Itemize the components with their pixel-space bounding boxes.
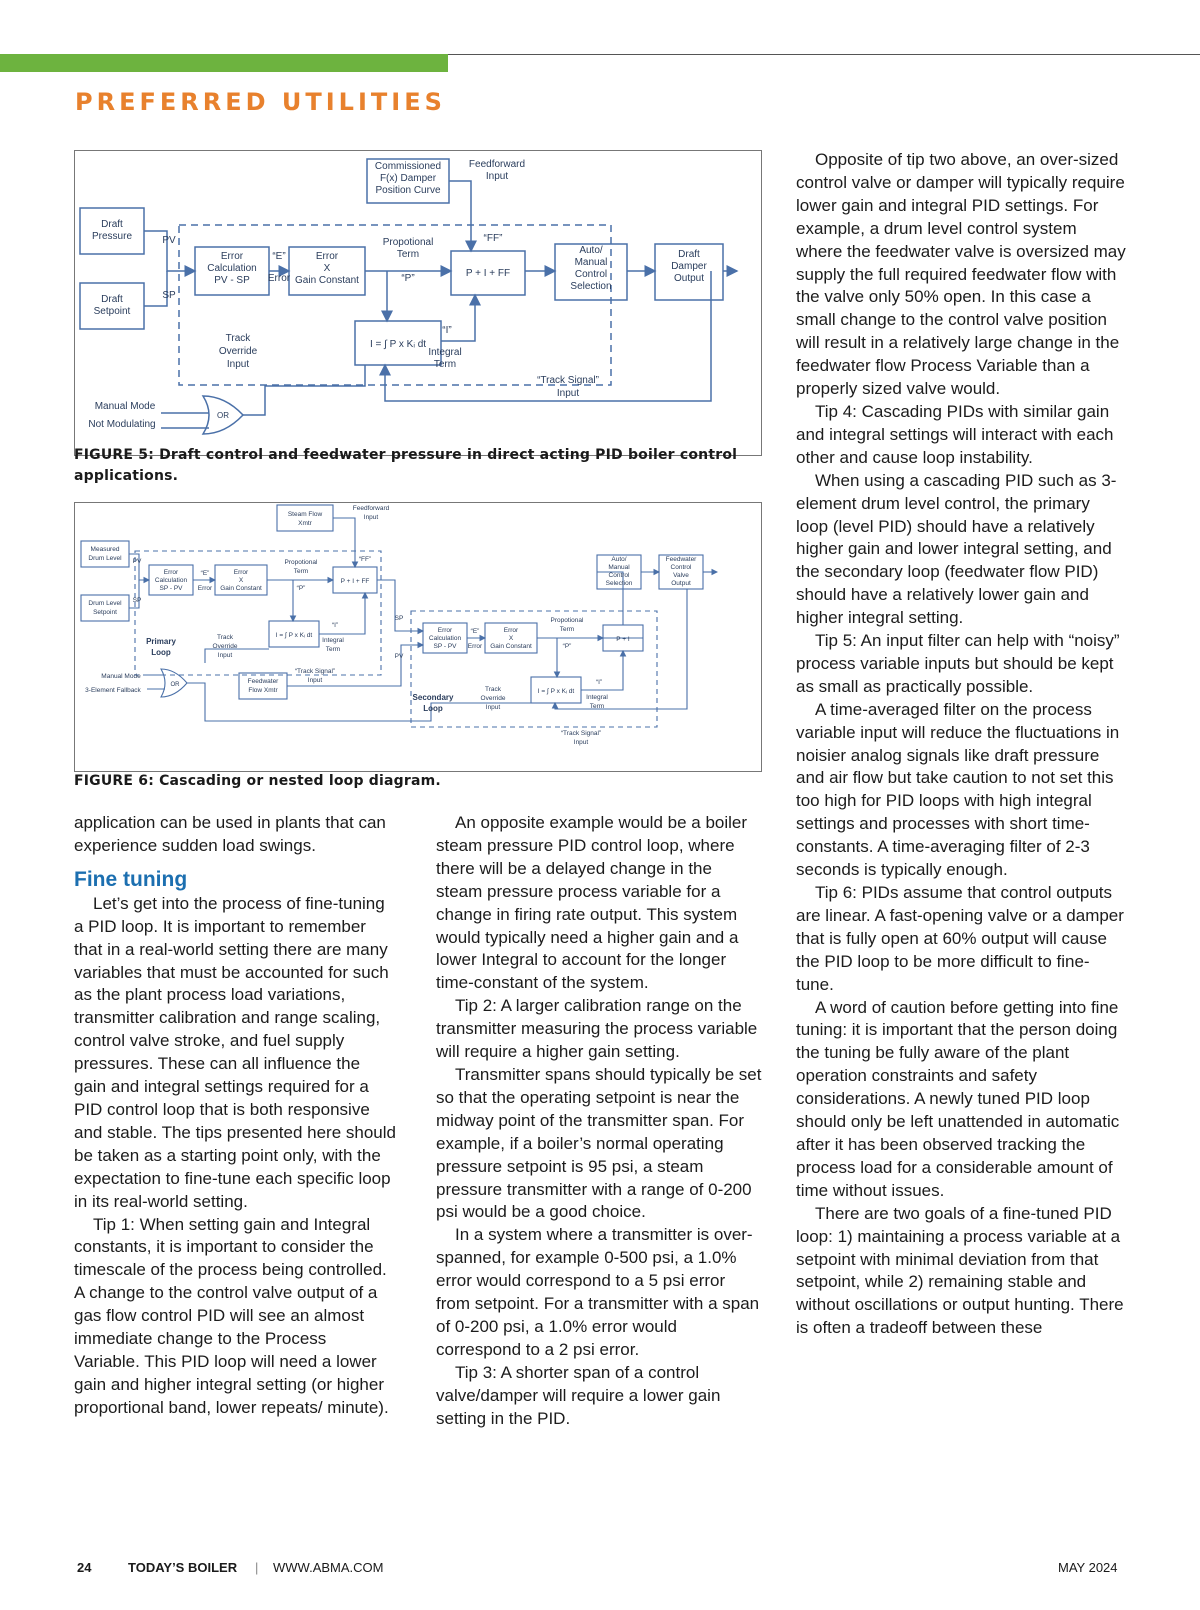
column-2 xyxy=(436,812,762,1430)
fig6-fwv-3: Valve xyxy=(673,572,689,579)
fig6-measured-drum-box xyxy=(81,541,129,567)
fig6-drum-sp-1: Drum Level xyxy=(88,600,122,607)
fig5-prop-term-2: Term xyxy=(396,249,420,260)
fig5-p-label: “P” xyxy=(401,273,415,284)
fig6-feedforward-1: Feedforward xyxy=(352,505,390,512)
fig6-fwv-1: Feedwater xyxy=(665,556,697,563)
fig6-to1-3: Input xyxy=(217,652,233,659)
fig6-to1-1: Track xyxy=(216,634,234,641)
fig6-prop1-2: Term xyxy=(293,568,309,575)
fig6-measured-2: Drum Level xyxy=(88,555,122,562)
fig6-auto-1: Auto/ xyxy=(611,556,627,563)
figure-5-caption: FIGURE 5: Draft control and feedwater pressure in direct acting PID boiler control applications. xyxy=(74,447,738,484)
fig5-feedforward-1: Feedforward xyxy=(468,159,526,170)
fig6-prop2-2: Term xyxy=(559,626,575,633)
fig6-sp2-label: SP xyxy=(394,615,404,622)
fig6-manual-mode: Manual Mode xyxy=(101,673,141,680)
fig6-it1-1: Integral xyxy=(322,637,344,644)
fig6-fwflow-2: Flow Xmtr xyxy=(248,687,278,694)
fig5-i-label: “I” xyxy=(442,325,452,336)
col2-paragraph-4: In a system where a transmitter is over-spanned, for example 0-500 psi, a 1.0% error would correspond to a 5 psi error from setpoint. For a transmitter with a span of 0-200 psi, a 1.0% error would correspond to a 2 psi error. xyxy=(436,1225,760,1359)
col3-paragraph-5: A time-averaged filter on the process variable input will reduce the fluctuations in noisier analog signals like draft pressure and air flow but take caution to not set this too high for PID loops with high integral settings and processes with short time-constants. A time-averaging filter of 2-3 seconds is typically enough. xyxy=(796,699,1120,880)
fig5-commissioned-2: F(x) Damper xyxy=(379,173,437,184)
col3-paragraph-2: Tip 4: Cascading PIDs with similar gain and integral settings will interact with each other and cause loop instability. xyxy=(796,401,1114,467)
fig6-auto-3: Control xyxy=(608,572,630,579)
fig6-ts1-1: “Track Signal” xyxy=(294,668,336,675)
fig5-damper-3: Output xyxy=(673,273,705,284)
fig5-gain-1: Error xyxy=(315,251,339,262)
fig5-draft-pressure-1: Draft xyxy=(101,219,123,230)
fig6-steam-flow-1: Steam Flow xyxy=(287,511,323,518)
fig6-prop1-1: Propotional xyxy=(284,559,318,566)
col1-continuation: application can be used in plants that can experience sudden load swings. xyxy=(74,813,386,855)
footer-publication: TODAY’S BOILER xyxy=(128,1560,238,1575)
fig6-ec2-1: Error xyxy=(437,627,453,634)
fig5-draft-setpoint-1: Draft xyxy=(101,294,123,305)
fine-tuning-heading: Fine tuning xyxy=(74,867,188,891)
fig6-primary-2: Loop xyxy=(151,648,171,657)
col1-paragraph-1: Let’s get into the process of fine-tuning a PID loop. It is important to remember that in a real-world setting there are many variables that must be accounted for such as the plant process load variations, transmitter calibration and range scaling, control valve stroke, and fuel supply pressures. These can all influence the gain and integral settings required for a PID control loop that is both responsive and stable. The tips presented here should be taken as a starting point only, with the expectation to fine-tune each specific loop in its real-world setting. xyxy=(74,893,396,1211)
fig6-steam-flow-box xyxy=(277,505,333,531)
header-rule xyxy=(448,54,1200,55)
footer-separator: | xyxy=(255,1560,259,1575)
fig6-it2-1: Integral xyxy=(586,694,608,701)
header-accent-bar xyxy=(0,54,448,72)
col3-paragraph-6: Tip 6: PIDs assume that control outputs are linear. A fast-opening valve or a damper that is fully open at 60% output will cause the PID loop to be more difficult to fine-tune. xyxy=(796,883,1124,994)
fig5-error-calc-2: Calculation xyxy=(207,263,257,274)
fig6-sum1: P + I + FF xyxy=(340,578,370,585)
fig6-gain1-3: Gain Constant xyxy=(220,585,262,592)
fig6-pv-label: PV xyxy=(132,558,142,565)
fig5-sum: P + I + FF xyxy=(465,268,511,279)
fig5-not-modulating: Not Modulating xyxy=(88,419,156,430)
fig6-fw-flow-box xyxy=(239,673,287,699)
footer-website[interactable]: WWW.ABMA.COM xyxy=(273,1560,384,1575)
fig6-to2-2: Override xyxy=(480,695,506,702)
fig5-e-label: “E” xyxy=(272,251,286,262)
fig5-error-small: Error xyxy=(267,273,291,284)
fig5-track-2: Override xyxy=(218,346,258,357)
fig5-integral: I = ∫ P x Kᵢ dt xyxy=(369,339,427,350)
fig6-ec1-3: SP - PV xyxy=(159,585,183,592)
col2-paragraph-1: An opposite example would be a boiler steam pressure PID control loop, where there will be a delayed change in the steam pressure process variable for a change in firing rate output. This system would typically need a higher gain and a lower Integral to account for the longer time-constant of the system. xyxy=(436,813,748,993)
fig6-i1-label: “I” xyxy=(331,622,339,629)
col3-paragraph-7: A word of caution before getting into fine tuning: it is important that the person doing the tuning be fully aware of the plant operation constraints and safety considerations. A newly tuned PID loop should only be left unattended in automatic after it has been observed tracking the process load for a considerable amount of time without issues. xyxy=(796,997,1120,1200)
col2-paragraph-2: Tip 2: A larger calibration range on the transmitter measuring the process variable will require a higher gain setting. xyxy=(436,996,758,1062)
col3-paragraph-1: Opposite of tip two above, an over-sized control valve or damper will typically require lower gain and integral PID settings. For example, a drum level control system where the feedwater valve is oversized may supply the full required feedwater flow with the valve only 50% open. In this case a small change to the control valve position will result in a relatively large change in the feedwater flow Process Variable than a properly sized valve would. xyxy=(796,150,1126,399)
fig5-gain-2: X xyxy=(323,263,331,274)
col2-paragraph-3: Transmitter spans should typically be set so that the operating setpoint is near the midway point of the transmitter span. For example, if a boiler’s normal operating pressure setpoint is 95 psi, a steam pressure transmitter with a range of 0-200 psi would be a good choice. xyxy=(436,1064,762,1222)
fig5-prop-term-1: Propotional xyxy=(382,237,434,248)
fig6-ec1-1: Error xyxy=(163,569,179,576)
fig6-fwv-2: Control xyxy=(670,564,692,571)
fig6-e1-label: “E” xyxy=(200,570,210,577)
fig6-to2-3: Input xyxy=(485,704,501,711)
fig5-track-3: Input xyxy=(226,359,250,370)
fig5-draft-setpoint-2: Setpoint xyxy=(93,306,131,317)
fig6-ts1-2: Input xyxy=(307,677,323,684)
fig6-fallback: 3-Element Fallback xyxy=(85,687,141,694)
fig6-gain1-2: X xyxy=(238,577,244,584)
fig5-track-signal-1: “Track Signal” xyxy=(537,375,599,386)
fig5-commissioned-1: Commissioned xyxy=(374,161,442,172)
figure-6-diagram xyxy=(74,502,762,772)
fig6-secondary-1: Secondary xyxy=(412,693,454,702)
col3-paragraph-4: Tip 5: An input filter can help with “noisy” process variable inputs but should be kept as small as practically possible. xyxy=(796,631,1120,696)
fig5-error-calc-3: PV - SP xyxy=(214,275,250,286)
fig6-sum2: P + I xyxy=(616,636,630,643)
fig5-track-1: Track xyxy=(225,333,251,344)
fig5-auto-4: Selection xyxy=(570,281,612,292)
footer-date: MAY 2024 xyxy=(1058,1560,1118,1575)
fig5-auto-3: Control xyxy=(574,269,608,280)
fig5-damper-2: Damper xyxy=(671,261,707,272)
fig5-integral-term-1: Integral xyxy=(428,347,462,358)
column-3 xyxy=(796,149,1126,1340)
fig5-sp-label: SP xyxy=(162,290,176,301)
fig5-auto-2: Manual xyxy=(574,257,608,268)
fig6-integral1: I = ∫ P x Kᵢ dt xyxy=(275,632,313,639)
fig5-or-label: OR xyxy=(217,411,229,420)
fig5-track-signal-2: Input xyxy=(556,388,580,399)
col1-paragraph-2: Tip 1: When setting gain and Integral constants, it is important to consider the timescale of the process being controlled. A change to the control valve output of a gas flow control PID will see an almost immediate change to the Process Variable. This PID loop will need a lower gain and higher integral setting (or higher proportional band, lower repeats/ minute). xyxy=(74,1214,389,1417)
fig6-ts2-1: “Track Signal” xyxy=(560,730,602,737)
fig6-i2-label: “I” xyxy=(595,679,603,686)
col3-paragraph-3: When using a cascading PID such as 3-element drum level control, the primary loop (level PID) should have a relatively higher gain and lower integral setting, and the secondary loop (feedwater flow PID) should have a relatively lower gain and higher integral setting. xyxy=(796,470,1117,628)
fig6-feedforward-2: Input xyxy=(363,514,379,521)
fig6-auto-2: Manual xyxy=(608,564,630,571)
fig6-fwv-4: Output xyxy=(671,580,691,587)
fig6-gain1-1: Error xyxy=(233,569,249,576)
fig6-ec1-2: Calculation xyxy=(154,577,188,584)
fig6-drum-sp-2: Setpoint xyxy=(93,609,117,616)
fig6-secondary-2: Loop xyxy=(423,704,443,713)
fig5-ff-label: “FF” xyxy=(483,233,503,244)
fig6-sp-label: SP xyxy=(132,597,142,604)
fig6-it2-2: Term xyxy=(589,703,605,710)
fig5-auto-1: Auto/ xyxy=(579,245,603,256)
fig5-gain-3: Gain Constant xyxy=(295,275,359,286)
fig6-auto-4: Selection xyxy=(605,580,633,587)
fig6-fwflow-1: Feedwater xyxy=(247,678,279,685)
fig6-gain2-2: X xyxy=(508,635,514,642)
column-1 xyxy=(74,812,396,1420)
fig6-ec2-2: Calculation xyxy=(428,635,462,642)
fig6-gain2-1: Error xyxy=(503,627,519,634)
fig6-measured-1: Measured xyxy=(90,546,120,553)
figure-5-diagram xyxy=(74,150,762,456)
fig6-pv2-label: PV xyxy=(394,653,404,660)
col3-paragraph-8: There are two goals of a fine-tuned PID loop: 1) maintaining a process variable at a setpoint with minimal deviation from that setpoint, while 2) remaining stable and without oscillations or output hunting. There is often a tradeoff between these xyxy=(796,1203,1124,1338)
fig6-error1-small: Error xyxy=(197,585,213,592)
fig6-to2-1: Track xyxy=(484,686,502,693)
footer-page-number: 24 xyxy=(77,1560,92,1575)
fig6-e2-label: “E” xyxy=(470,628,480,635)
fig5-damper-1: Draft xyxy=(678,249,700,260)
fig5-commissioned-3: Position Curve xyxy=(375,185,441,196)
fig6-it1-2: Term xyxy=(325,646,341,653)
fig6-prop2-1: Propotional xyxy=(550,617,584,624)
fig6-ts2-2: Input xyxy=(573,739,589,746)
fig6-drum-setpoint-box xyxy=(81,595,129,621)
section-header: PREFERRED UTILITIES xyxy=(75,88,446,116)
fig6-gain2-3: Gain Constant xyxy=(490,643,532,650)
fig5-error-calc-1: Error xyxy=(220,251,244,262)
fig6-ff-label: “FF” xyxy=(358,556,372,563)
figure-6-caption: FIGURE 6: Cascading or nested loop diagram. xyxy=(74,773,441,789)
fig6-error2-small: Error xyxy=(467,643,483,650)
fig6-integral2: I = ∫ P x Kᵢ dt xyxy=(537,688,575,695)
fig5-feedforward-2: Input xyxy=(485,171,509,182)
fig6-ec2-3: SP - PV xyxy=(433,643,457,650)
fig5-manual-mode: Manual Mode xyxy=(94,401,156,412)
fig5-draft-pressure-2: Pressure xyxy=(91,231,133,242)
fig6-p2-label: “P” xyxy=(562,643,572,650)
fig6-to1-2: Override xyxy=(212,643,238,650)
fig5-integral-term-2: Term xyxy=(433,359,457,370)
col2-paragraph-5: Tip 3: A shorter span of a control valve/damper will require a lower gain setting in the PID. xyxy=(436,1362,721,1428)
fig6-p1-label: “P” xyxy=(296,585,306,592)
fig6-or-label: OR xyxy=(170,682,180,688)
fig5-pv-label: PV xyxy=(162,235,176,246)
fig6-primary-1: Primary xyxy=(146,637,176,646)
fig6-steam-flow-2: Xmtr xyxy=(298,520,312,527)
